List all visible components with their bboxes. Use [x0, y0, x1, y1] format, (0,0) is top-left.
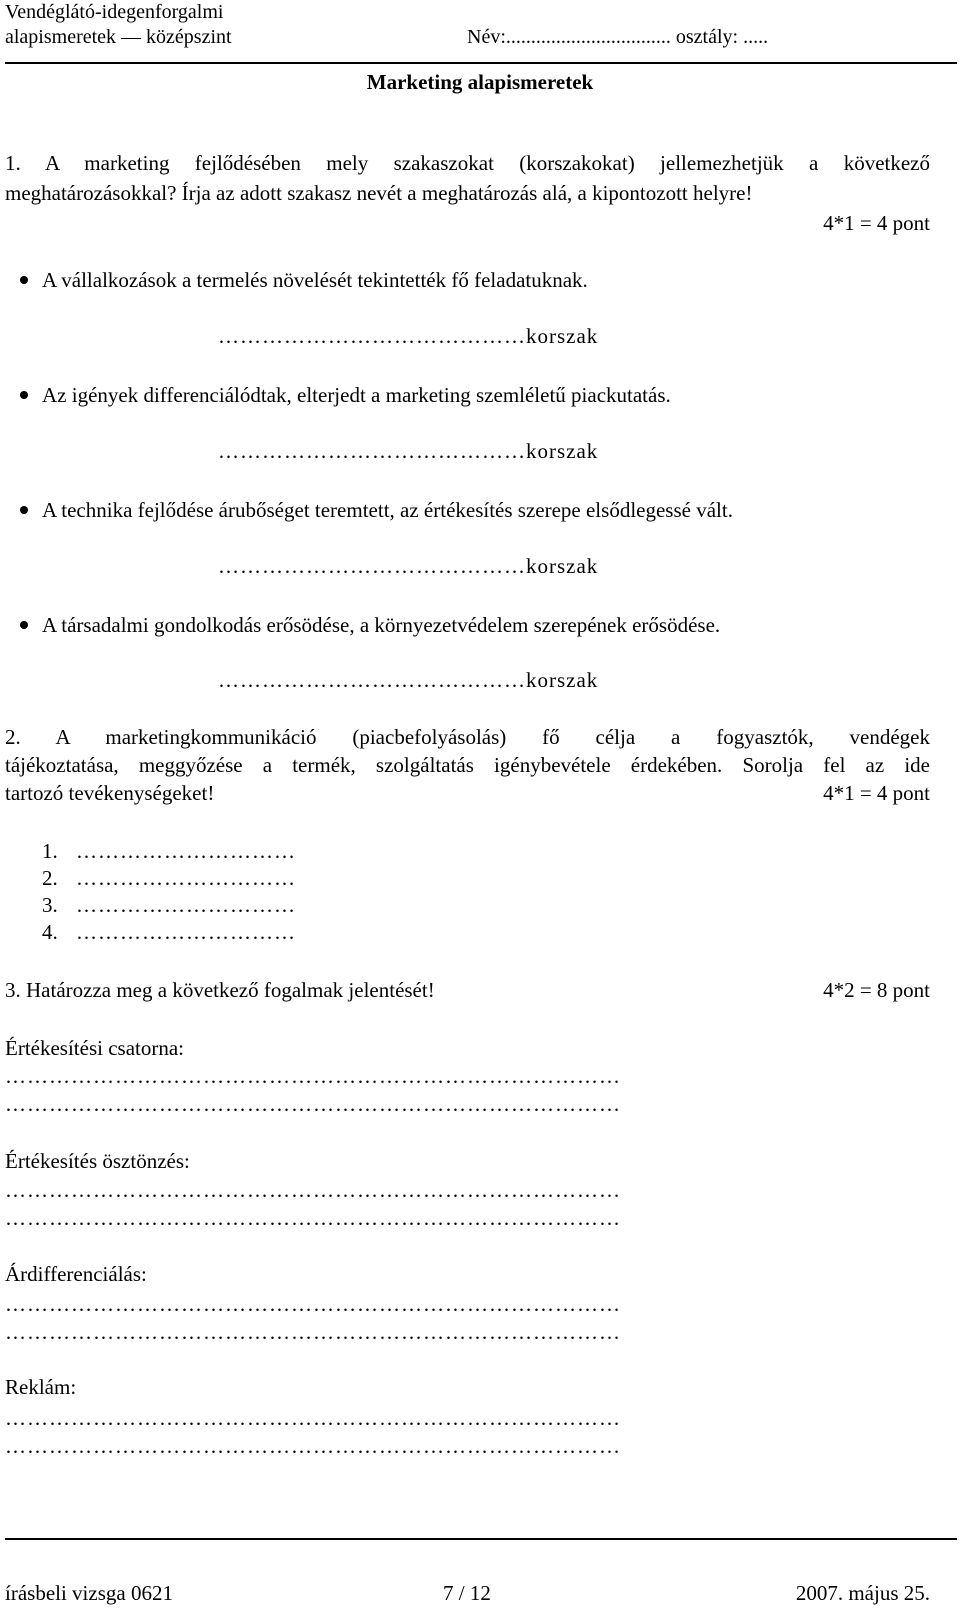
q3-term-2-label: Értékesítés ösztönzés: [5, 1149, 190, 1173]
q3-term-1-label: Értékesítési csatorna: [5, 1036, 185, 1060]
section-title: Marketing alapismeretek [366, 70, 594, 94]
footer-date: 2007. május 25. [795, 1581, 930, 1605]
q2-item-1-answer-field[interactable]: ………………………… [76, 839, 296, 863]
subject-title-line2: alapismeretek — középszint [5, 26, 232, 48]
q1-item-4-text: A társadalmi gondolkodás erősödése, a környezetvédelem szerepének erősödése. [42, 613, 721, 637]
q3-term-2-answer-line2[interactable]: ………………………………………………………………………… [5, 1206, 621, 1230]
q2-points: 4*1 = 4 pont [823, 781, 930, 805]
q3-term-2-answer-line1[interactable]: ………………………………………………………………………… [5, 1178, 621, 1202]
q2-prompt-line1: 2. A marketingkommunikáció (piacbefolyásolás) fő célja a fogyasztók, vendégek [5, 725, 930, 749]
q1-item-3-answer-field[interactable]: ……………………………………korszak [218, 554, 599, 578]
q3-term-1-answer-line2[interactable]: ………………………………………………………………………… [5, 1092, 621, 1116]
page-number: 7 / 12 [443, 1581, 491, 1605]
q1-item-1-answer-field[interactable]: ……………………………………korszak [218, 324, 599, 348]
q2-item-1-number: 1. [42, 839, 58, 863]
name-class-field: Név:................................. osztály: ..... [467, 26, 769, 48]
q1-item-2-text: Az igények differenciálódtak, elterjedt a marketing szemléletű piackutatás. [42, 383, 671, 407]
q2-item-3-number: 3. [42, 893, 58, 917]
q1-item-4-answer-field[interactable]: ……………………………………korszak [218, 668, 599, 692]
q1-item-2-answer-field[interactable]: ……………………………………korszak [218, 439, 599, 463]
q1-prompt-line1: 1. A marketing fejlődésében mely szakaszokat (korszakokat) jellemezhetjük a következő [5, 151, 930, 175]
footer-rule [5, 1538, 957, 1540]
q2-item-3-answer-field[interactable]: ………………………… [76, 893, 296, 917]
q3-term-3-answer-line1[interactable]: ………………………………………………………………………… [5, 1292, 621, 1316]
q1-item-3-text: A technika fejlődése árubőséget teremtett, az értékesítés szerepe elsődlegessé vált. [42, 498, 733, 522]
q2-item-4-answer-field[interactable]: ………………………… [76, 920, 296, 944]
bullet-icon [20, 621, 28, 629]
header-rule [5, 62, 957, 64]
q2-item-2-number: 2. [42, 866, 58, 890]
q3-prompt: 3. Határozza meg a következő fogalmak jelentését! [5, 978, 435, 1002]
q1-points: 4*1 = 4 pont [823, 211, 930, 235]
q3-points: 4*2 = 8 pont [823, 978, 930, 1002]
q1-prompt-line2: meghatározásokkal? Írja az adott szakasz nevét a meghatározás alá, a kipontozott helyre! [5, 181, 753, 205]
q2-item-2-answer-field[interactable]: ………………………… [76, 866, 296, 890]
q3-term-4-label: Reklám: [5, 1375, 77, 1399]
q3-term-3-label: Árdifferenciálás: [5, 1262, 147, 1286]
q2-item-4-number: 4. [42, 920, 58, 944]
q3-term-1-answer-line1[interactable]: ………………………………………………………………………… [5, 1064, 621, 1088]
footer-exam-code: írásbeli vizsga 0621 [5, 1581, 173, 1605]
q3-term-4-answer-line1[interactable]: ………………………………………………………………………… [5, 1406, 621, 1430]
bullet-icon [20, 391, 28, 399]
bullet-icon [20, 506, 28, 514]
q3-term-4-answer-line2[interactable]: ………………………………………………………………………… [5, 1434, 621, 1458]
q2-prompt-line2: tájékoztatása, meggyőzése a termék, szolgáltatás igénybevétele érdekében. Sorolja fel az ide [5, 753, 930, 777]
q2-prompt-line3: tartozó tevékenységeket! [5, 781, 215, 805]
bullet-icon [20, 276, 28, 284]
q3-term-3-answer-line2[interactable]: ………………………………………………………………………… [5, 1320, 621, 1344]
subject-title-line1: Vendéglátó-idegenforgalmi [5, 1, 224, 23]
q1-item-1-text: A vállalkozások a termelés növelését tekintették fő feladatuknak. [42, 268, 588, 292]
